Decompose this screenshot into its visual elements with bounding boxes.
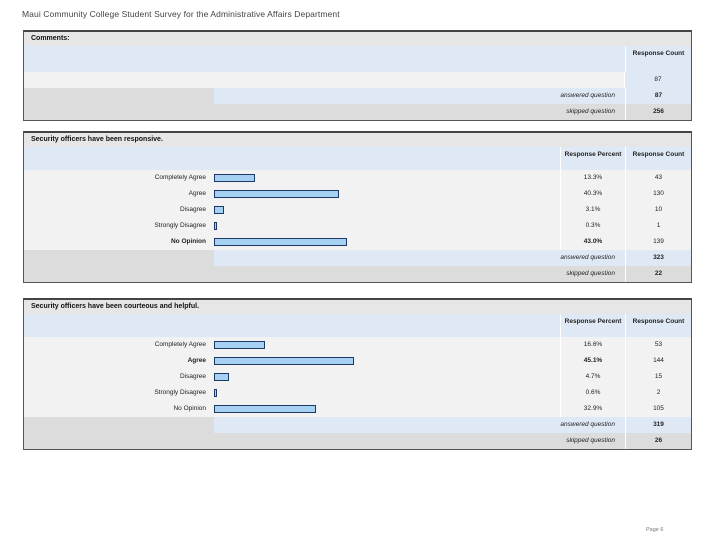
answered-question-value: 323 (625, 250, 691, 266)
answer-row (24, 218, 691, 234)
bar-cell (214, 186, 559, 202)
answer-label: Agree (187, 357, 206, 364)
page-number: Page 6 (646, 527, 664, 533)
answer-row (24, 353, 691, 369)
response-percent: 45.1% (560, 353, 625, 369)
comments-header: Comments: (24, 32, 691, 46)
response-percent: 3.1% (560, 202, 625, 218)
answer-label: Disagree (179, 373, 206, 380)
response-bar (214, 373, 229, 381)
response-bar (214, 222, 217, 230)
answer-row (24, 385, 691, 401)
comments-count-row (24, 72, 691, 88)
response-bar (214, 389, 217, 397)
answer-rows (24, 337, 691, 417)
response-count: 139 (625, 234, 691, 250)
answered-question-label: answered question (214, 417, 625, 433)
response-count: 130 (625, 186, 691, 202)
response-percent-header: Response Percent (560, 314, 625, 337)
bar-cell (214, 337, 559, 353)
bar-cell (214, 353, 559, 369)
answer-row (24, 186, 691, 202)
response-count-header: Response Count (625, 46, 691, 72)
answered-question-row (24, 88, 691, 104)
skipped-question-value: 256 (625, 104, 691, 120)
answer-label: No Opinion (173, 405, 206, 412)
answer-label: No Opinion (170, 238, 206, 245)
question-header: Security officers have been courteous and helpful. (24, 300, 691, 314)
answer-label: Agree (188, 190, 206, 197)
skipped-question-row (24, 433, 691, 449)
answered-question-row (24, 250, 691, 266)
response-count: 43 (625, 170, 691, 186)
response-percent: 13.3% (560, 170, 625, 186)
answer-row (24, 170, 691, 186)
answer-row (24, 369, 691, 385)
response-bar (214, 174, 255, 182)
skipped-question-row (24, 266, 691, 282)
response-count-header: Response Count (625, 147, 691, 170)
skipped-question-value: 22 (625, 266, 691, 282)
response-count: 53 (625, 337, 691, 353)
response-percent-header: Response Percent (560, 147, 625, 170)
page-title: Maui Community College Student Survey for the Administrative Affairs Department (22, 9, 340, 19)
question-section-responsive (23, 131, 692, 283)
question-section-courteous (23, 298, 692, 450)
response-bar (214, 341, 265, 349)
bar-cell (214, 170, 559, 186)
response-bar (214, 357, 354, 365)
response-count: 144 (625, 353, 691, 369)
answer-rows (24, 170, 691, 250)
response-percent: 0.6% (560, 385, 625, 401)
answered-question-row (24, 417, 691, 433)
answer-label: Completely Agree (154, 174, 206, 181)
skipped-question-label: skipped question (214, 266, 625, 282)
response-bar (214, 405, 316, 413)
skipped-question-label: skipped question (214, 433, 625, 449)
answer-row (24, 202, 691, 218)
response-count: 105 (625, 401, 691, 417)
skipped-question-label: skipped question (214, 104, 625, 120)
answered-question-value: 319 (625, 417, 691, 433)
response-percent: 43.0% (560, 234, 625, 250)
answer-row (24, 401, 691, 417)
answer-label: Completely Agree (154, 341, 206, 348)
skipped-question-value: 26 (625, 433, 691, 449)
response-count: 1 (625, 218, 691, 234)
question-header: Security officers have been responsive. (24, 133, 691, 147)
bar-cell (214, 218, 559, 234)
answered-question-value: 87 (625, 88, 691, 104)
comments-section (23, 30, 692, 121)
answered-question-label: answered question (214, 88, 625, 104)
response-count: 2 (625, 385, 691, 401)
skipped-question-row (24, 104, 691, 120)
response-bar (214, 238, 347, 246)
response-count: 15 (625, 369, 691, 385)
comments-count-value: 87 (624, 72, 691, 88)
response-percent: 40.3% (560, 186, 625, 202)
response-count: 10 (625, 202, 691, 218)
column-header-row (24, 147, 691, 170)
bar-cell (214, 385, 559, 401)
bar-cell (214, 234, 559, 250)
response-bar (214, 190, 339, 198)
answer-label: Disagree (179, 206, 206, 213)
response-count-header: Response Count (625, 314, 691, 337)
response-percent: 0.3% (560, 218, 625, 234)
answer-label: Strongly Disagree (154, 389, 206, 396)
answered-question-label: answered question (214, 250, 625, 266)
answer-row (24, 337, 691, 353)
bar-cell (214, 202, 559, 218)
response-percent: 16.6% (560, 337, 625, 353)
comments-column-header-row (24, 46, 691, 72)
answer-row (24, 234, 691, 250)
response-percent: 32.9% (560, 401, 625, 417)
response-bar (214, 206, 224, 214)
answer-label: Strongly Disagree (154, 222, 206, 229)
column-header-row (24, 314, 691, 337)
bar-cell (214, 401, 559, 417)
bar-cell (214, 369, 559, 385)
response-percent: 4.7% (560, 369, 625, 385)
